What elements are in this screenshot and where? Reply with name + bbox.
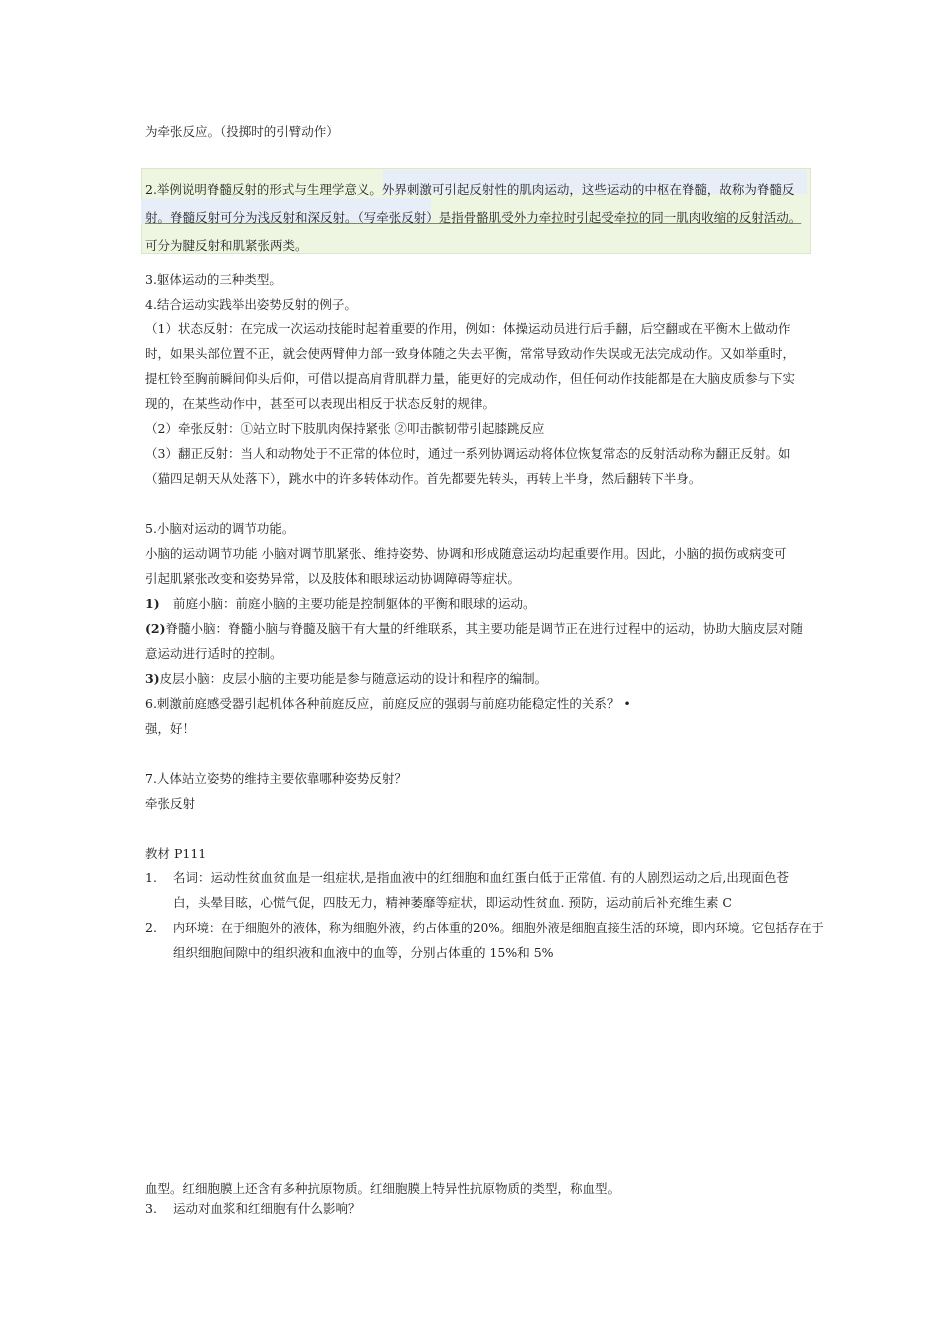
- list-text: 脊髓小脑：脊髓小脑与脊髓及脑干有大量的纤维联系，其主要功能是调节正在进行过程中的运动，协助大脑皮层对随: [165, 621, 804, 636]
- list-number: 1): [145, 596, 160, 611]
- text-line: 强，好！: [145, 721, 196, 736]
- text-line: （1）状态反射：在完成一次运动技能时起着重要的作用，例如：体操运动员进行后手翻，后空翻或在平衡木上做动作: [145, 321, 791, 336]
- list-item: [145, 596, 536, 612]
- list-item: [145, 621, 803, 637]
- list-text: 组织细胞间隙中的组织液和血液中的血等，分别占体重的 15%和 5%: [173, 945, 554, 960]
- text-line: 时，如果头部位置不正，就会使两臂伸力部一致身体随之失去平衡，常常导致动作失误或无法完成动作。又如举重时，: [145, 346, 796, 361]
- text-line: 为牵张反应。（投掷时的引臂动作）: [145, 124, 339, 139]
- text-line: （猫四足朝天从处落下），跳水中的许多转体动作。首先都要先转头，再转上半身，然后翻转下半身。: [145, 471, 702, 486]
- list-text: 内环境：在于细胞外的液体，称为细胞外液，约占体重的20%。细胞外液是细胞直接生活的环境，即内环境。它包括存在于: [173, 921, 824, 935]
- text-line: 4.结合运动实践举出姿势反射的例子。: [145, 297, 357, 312]
- text-line: 6.刺激前庭感受器引起机体各种前庭反应，前庭反应的强弱与前庭功能稳定性的关系？ •: [145, 696, 631, 711]
- list-text: 名词：运动性贫血贫血是一组症状,是指血液中的红细胞和血红蛋白低于正常值. 有的人剧烈运动之后,出现面色苍: [173, 870, 789, 885]
- text-line: 小脑的运动调节功能 小脑对调节肌紧张、维持姿势、协调和形成随意运动均起重要作用。因此，小脑的损伤或病变可: [145, 546, 787, 561]
- text-line: 可分为腱反射和肌紧张两类。: [145, 238, 308, 253]
- text-line: 提杠铃至胸前瞬间仰头后仰，可借以提高肩背肌群力量，能更好的完成动作，但任何动作技能都是在大脑皮质参与下实: [145, 371, 796, 386]
- text-line: 3.躯体运动的三种类型。: [145, 272, 282, 287]
- list-number: 1.: [145, 870, 157, 885]
- list-text: 白，头晕目眩，心慌气促，四肢无力，精神萎靡等症状，即运动性贫血. 预防，运动前后补充维生素 C: [173, 895, 732, 910]
- text-line: 教材 P111: [145, 846, 207, 861]
- list-text: 前庭小脑：前庭小脑的主要功能是控制躯体的平衡和眼球的运动。: [173, 596, 536, 611]
- list-number: 2.: [145, 920, 157, 935]
- text-line: 2.举例说明脊髓反射的形式与生理学意义。外界刺激可引起反射性的肌肉运动，这些运动的中枢在脊髓，故称为脊髓反: [145, 182, 795, 197]
- list-number: 3): [145, 671, 160, 686]
- list-number: 3.: [145, 1201, 157, 1216]
- list-text: 皮层小脑：皮层小脑的主要功能是参与随意运动的设计和程序的编制。: [159, 671, 548, 686]
- text-line: （2）牵张反射：①站立时下肢肌肉保持紧张 ②叩击髌韧带引起膝跳反应: [145, 421, 545, 436]
- text-line: 引起肌紧张改变和姿势异常，以及肢体和眼球运动协调障碍等症状。: [145, 571, 521, 586]
- list-number: (2): [145, 621, 166, 636]
- list-text: 运动对血浆和红细胞有什么影响？: [173, 1201, 361, 1216]
- text-line: 5.小脑对运动的调节功能。: [145, 521, 295, 536]
- text-line: 牵张反射: [145, 796, 196, 811]
- text-line: （3）翻正反射：当人和动物处于不正常的体位时，通过一系列协调运动将体位恢复常态的反射活动称为翻正反射。如: [145, 446, 791, 461]
- text-line: 7.人体站立姿势的维持主要依靠哪种姿势反射？: [145, 771, 407, 786]
- text-line: 射。脊髓反射可分为浅反射和深反射。（写牵张反射）是指骨骼肌受外力牵拉时引起受牵拉的同一肌肉收缩的反射活动。: [145, 210, 802, 225]
- text-line: 意运动进行适时的控制。: [145, 646, 283, 661]
- list-item: [145, 671, 547, 687]
- text-line: 血型。红细胞膜上还含有多种抗原物质。红细胞膜上特异性抗原物质的类型，称血型。: [145, 1181, 621, 1196]
- text-line: 现的，在某些动作中，甚至可以表现出相反于状态反射的规律。: [145, 396, 496, 411]
